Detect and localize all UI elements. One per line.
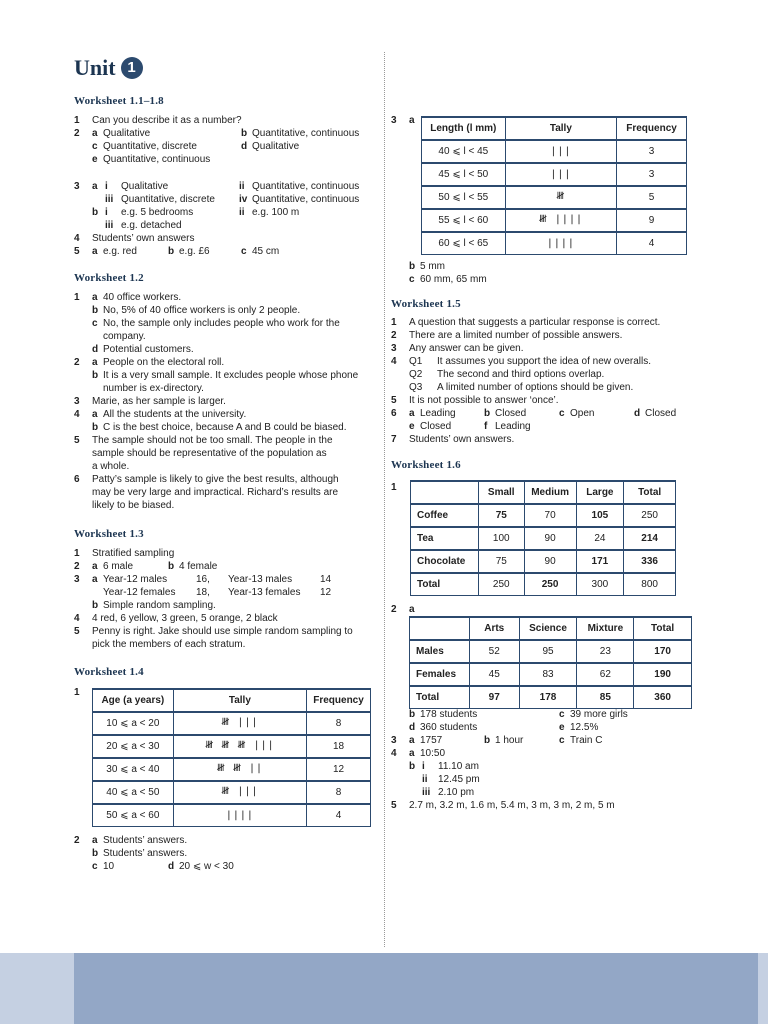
table-row [411, 504, 676, 527]
worksheet-heading: Worksheet 1.2 [74, 272, 144, 284]
worksheet-heading: Worksheet 1.4 [74, 666, 144, 678]
table-cell: 70 [524, 504, 576, 527]
table-cell: 214 [624, 527, 676, 550]
question-part: a [409, 604, 415, 615]
table-header-cell: Frequency [617, 117, 687, 140]
table-cell: 75 [478, 504, 524, 527]
table-cell: 45 ⩽ l < 50 [422, 163, 506, 186]
table-cell: 170 [634, 640, 692, 663]
table-header-cell: Arts [469, 617, 519, 640]
worksheet-heading: Worksheet 1.6 [391, 459, 461, 471]
table-cell: 83 [519, 663, 577, 686]
answer-line: b 178 students c 39 more girls [409, 709, 628, 720]
answer-line: 3 Marie, as her sample is larger. [74, 396, 226, 407]
answer-line: 1 A question that suggests a particular response is correct. [391, 317, 661, 328]
answer-line: 4 4 red, 6 yellow, 3 green, 5 orange, 2 black [74, 613, 278, 624]
table-cell: 250 [478, 573, 524, 596]
table-row [93, 758, 371, 781]
answer-line: 2 There are a limited number of possible answers. [391, 330, 623, 341]
table-cell: 10 ⩽ a < 20 [93, 712, 174, 735]
table-cell: 𝍸 |||| [505, 209, 616, 232]
worksheet-heading: Worksheet 1.1–1.8 [74, 95, 164, 107]
table-header-cell: Mixture [577, 617, 634, 640]
answer-line: d 360 students e 12.5% [409, 722, 599, 733]
table-row [422, 232, 687, 255]
answer-line: 2 a People on the electoral roll. [74, 357, 225, 368]
page-title [74, 55, 143, 81]
answer-line: 2 a Qualitative b Quantitative, continuous [74, 128, 360, 139]
length-frequency-table [421, 116, 687, 255]
table-cell: Chocolate [411, 550, 479, 573]
table-header-cell: Medium [524, 481, 576, 504]
column-divider [384, 52, 385, 947]
table-cell: 3 [617, 140, 687, 163]
table-cell: Tea [411, 527, 479, 550]
answer-line: 2 a Students’ answers. [74, 835, 188, 846]
table-cell: 75 [478, 550, 524, 573]
answer-line: 4 Students’ own answers [74, 233, 195, 244]
table-cell: 336 [624, 550, 676, 573]
answer-line: 1 Stratified sampling [74, 548, 175, 559]
table-cell: 55 ⩽ l < 60 [422, 209, 506, 232]
table-header-cell: Small [478, 481, 524, 504]
table-header-cell: Tally [505, 117, 616, 140]
answer-line: 4 Q1 It assumes you support the idea of new overalls. [391, 356, 652, 367]
table-row [410, 640, 692, 663]
table-cell: 90 [524, 550, 576, 573]
table-header-cell: Tally [173, 689, 306, 712]
unit-label: Unit [74, 55, 116, 80]
answer-line: 7 Students’ own answers. [391, 434, 515, 445]
table-cell: 50 ⩽ l < 55 [422, 186, 506, 209]
subject-gender-table [409, 616, 692, 709]
table-cell: 190 [634, 663, 692, 686]
answer-line: 3 Any answer can be given. [391, 343, 524, 354]
table-cell: 178 [519, 686, 577, 709]
table-cell: 100 [478, 527, 524, 550]
table-cell: 18 [307, 735, 371, 758]
table-cell: 50 ⩽ a < 60 [93, 804, 174, 827]
table-header-cell: Total [624, 481, 676, 504]
table-cell: Total [410, 686, 470, 709]
table-cell: 95 [519, 640, 577, 663]
question-part: a [409, 115, 415, 126]
table-header-cell: Length (l mm) [422, 117, 506, 140]
answer-line: 3 a 1757 b 1 hour c Train C [391, 735, 603, 746]
table-cell: 171 [576, 550, 624, 573]
table-cell: 105 [576, 504, 624, 527]
worksheet-heading: Worksheet 1.3 [74, 528, 144, 540]
table-cell: 90 [524, 527, 576, 550]
footer-panel [74, 953, 758, 1024]
answer-line: 5 a e.g. red b e.g. £6 c 45 cm [74, 246, 280, 257]
answer-line: 4 a All the students at the university. [74, 409, 247, 420]
table-cell: ||| [505, 140, 616, 163]
answer-line: 6 Patty’s sample is likely to give the best results, although [74, 474, 339, 485]
table-cell: 300 [576, 573, 624, 596]
table-cell: 60 ⩽ l < 65 [422, 232, 506, 255]
table-cell: |||| [505, 232, 616, 255]
answer-line: 5 It is not possible to answer ‘once’. [391, 395, 559, 406]
answer-line: pick the members of each stratum. [92, 639, 246, 650]
table-row [411, 573, 676, 596]
table-cell: 360 [634, 686, 692, 709]
table-cell: 40 ⩽ l < 45 [422, 140, 506, 163]
answer-line: 1 a 40 office workers. [74, 292, 182, 303]
table-cell: 3 [617, 163, 687, 186]
table-row [93, 735, 371, 758]
answer-line: 6 a Leading b Closed c Open d Closed [391, 408, 677, 419]
answer-line: c 60 mm, 65 mm [409, 274, 487, 285]
answer-line: 3 a Year-12 males 16, Year-13 males 14 [74, 574, 332, 585]
table-cell: ||| [505, 163, 616, 186]
table-cell: 250 [624, 504, 676, 527]
answer-line: 3 a i Qualitative ii Quantitative, continuous [74, 181, 360, 192]
table-cell: 800 [624, 573, 676, 596]
table-cell: Total [411, 573, 479, 596]
table-cell: 250 [524, 573, 576, 596]
table-cell: Coffee [411, 504, 479, 527]
table-row [410, 686, 692, 709]
question-number: 2 [391, 604, 397, 615]
table-cell: 4 [617, 232, 687, 255]
answer-line: 5 2.7 m, 3.2 m, 1.6 m, 5.4 m, 3 m, 3 m, 2 m, 5 m [391, 800, 615, 811]
table-cell: 52 [469, 640, 519, 663]
question-number: 1 [391, 482, 397, 493]
answer-line: 4 a 10:50 [391, 748, 446, 759]
table-row [93, 781, 371, 804]
table-header-cell: Total [634, 617, 692, 640]
table-cell: 𝍸 ||| [173, 712, 306, 735]
table-cell: 24 [576, 527, 624, 550]
table-cell: 45 [469, 663, 519, 686]
answer-line: 2 a 6 male b 4 female [74, 561, 218, 572]
table-row [411, 550, 676, 573]
table-header-cell: Frequency [307, 689, 371, 712]
table-cell: |||| [173, 804, 306, 827]
table-header-cell: Age (a years) [93, 689, 174, 712]
table-header-cell [410, 617, 470, 640]
table-cell: 9 [617, 209, 687, 232]
table-header-cell: Large [576, 481, 624, 504]
age-frequency-table [92, 688, 371, 827]
table-cell: 𝍸 ||| [173, 781, 306, 804]
table-row [422, 140, 687, 163]
table-header-cell [411, 481, 479, 504]
table-cell: 97 [469, 686, 519, 709]
table-row [422, 209, 687, 232]
table-row [93, 712, 371, 735]
table-cell: 𝍸 𝍸 𝍸 ||| [173, 735, 306, 758]
answer-line: 5 Penny is right. Jake should use simple random sampling to [74, 626, 353, 637]
table-cell: 5 [617, 186, 687, 209]
table-cell: 20 ⩽ a < 30 [93, 735, 174, 758]
table-row [410, 663, 692, 686]
table-cell: 4 [307, 804, 371, 827]
table-row [411, 527, 676, 550]
table-cell: 40 ⩽ a < 50 [93, 781, 174, 804]
table-cell: 62 [577, 663, 634, 686]
answer-line: b 5 mm [409, 261, 445, 272]
table-cell: 8 [307, 712, 371, 735]
table-cell: 8 [307, 781, 371, 804]
table-cell: 12 [307, 758, 371, 781]
table-row [422, 163, 687, 186]
table-cell: 30 ⩽ a < 40 [93, 758, 174, 781]
table-cell: 𝍸 [505, 186, 616, 209]
worksheet-heading: Worksheet 1.5 [391, 298, 461, 310]
table-header-cell: Science [519, 617, 577, 640]
question-number: 1 [74, 687, 80, 698]
answer-line: 5 The sample should not be too small. The people in the [74, 435, 333, 446]
table-cell: 23 [577, 640, 634, 663]
answer-line: 1 Can you describe it as a number? [74, 115, 242, 126]
table-cell: 85 [577, 686, 634, 709]
drink-size-table [410, 480, 676, 596]
question-number: 3 [391, 115, 397, 126]
table-cell: Females [410, 663, 470, 686]
table-row [422, 186, 687, 209]
table-cell: 𝍸 𝍸 || [173, 758, 306, 781]
table-cell: Males [410, 640, 470, 663]
unit-number-badge: 1 [121, 57, 143, 79]
table-row [93, 804, 371, 827]
